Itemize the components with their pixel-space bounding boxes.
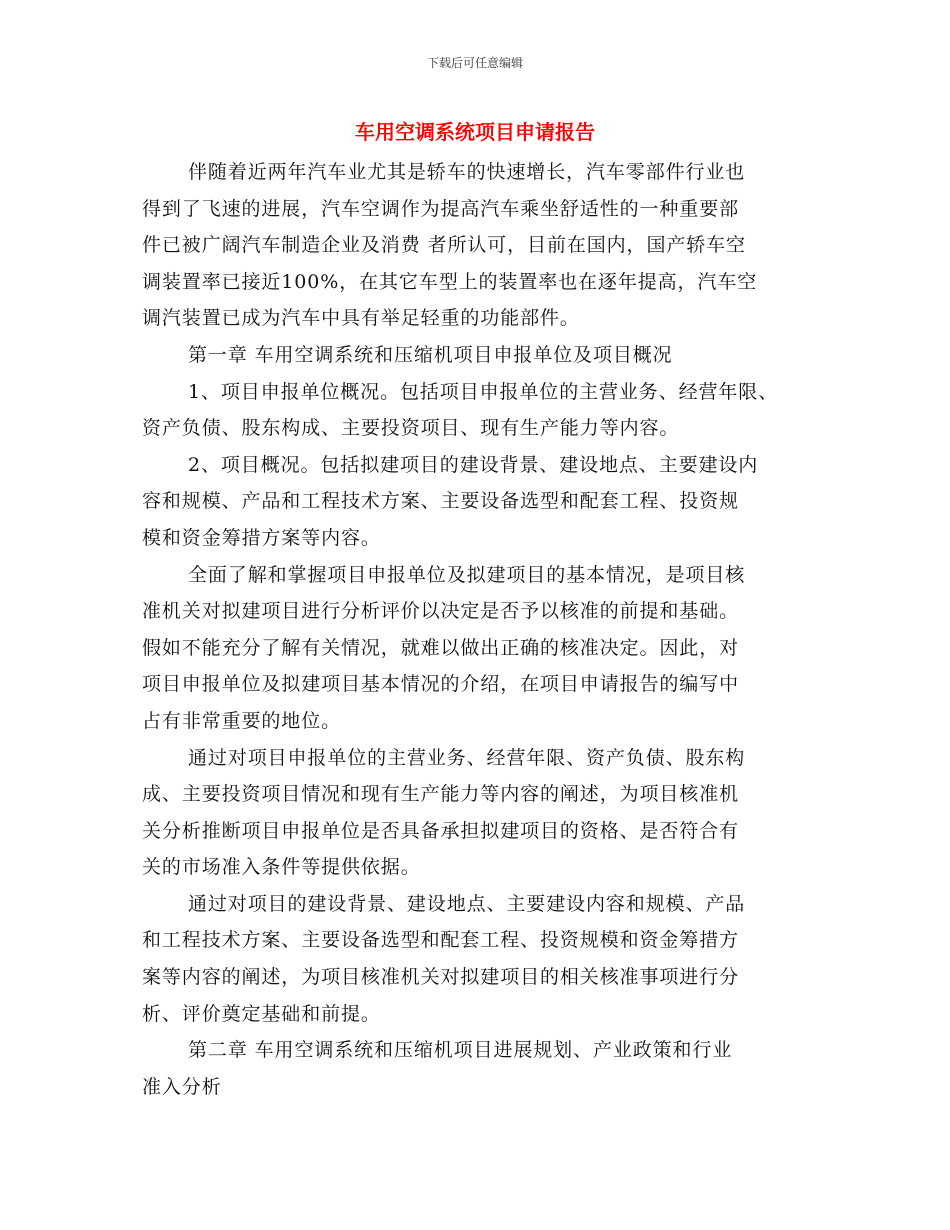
body-text-line: 通过对项目申报单位的主营业务、经营年限、资产负债、股东构: [188, 746, 746, 769]
body-text-line: 析、评价奠定基础和前提。: [142, 1002, 381, 1025]
body-text-line: 第一章 车用空调系统和压缩机项目申报单位及项目概况: [188, 343, 673, 366]
body-text-line: 假如不能充分了解有关情况，就难以做出正确的核准决定。因此，对: [142, 636, 740, 659]
body-text-line: 调汽装置已成为汽车中具有举足轻重的功能部件。: [142, 307, 580, 330]
body-text-line: 案等内容的阐述，为项目核准机关对拟建项目的相关核准事项进行分: [142, 966, 740, 989]
document-title: 车用空调系统项目申请报告: [355, 120, 595, 144]
body-text-line: 伴随着近两年汽车业尤其是轿车的快速增长，汽车零部件行业也: [188, 161, 746, 183]
body-text-line: 2、项目概况。包括拟建项目的建设背景、建设地点、主要建设内: [188, 453, 759, 476]
document-body: [142, 154, 832, 1105]
page-header: 下载后可任意编辑: [426, 56, 523, 70]
body-text-line: 准机关对拟建项目进行分析评价以决定是否予以核准的前提和基础。: [142, 600, 740, 623]
body-text-line: 项目申报单位及拟建项目基本情况的介绍，在项目申请报告的编写中: [142, 673, 740, 696]
body-text-line: 得到了飞速的进展，汽车空调作为提高汽车乘坐舒适性的一种重要部: [142, 197, 740, 220]
body-text-line: 调装置率已接近100%，在其它车型上的装置率也在逐年提高，汽车空: [142, 270, 758, 293]
body-text-line: 容和规模、产品和工程技术方案、主要设备选型和配套工程、投资规: [142, 490, 740, 513]
body-text-line: 通过对项目的建设背景、建设地点、主要建设内容和规模、产品: [188, 892, 746, 915]
body-text-line: 占有非常重要的地位。: [142, 709, 342, 732]
body-text-line: 资产负债、股东构成、主要投资项目、现有生产能力等内容。: [142, 417, 680, 440]
body-text-line: 1、项目申报单位概况。包括项目申报单位的主营业务、经营年限、: [188, 380, 779, 403]
body-text-line: 关的市场准入条件等提供依据。: [142, 856, 421, 879]
body-text-line: 成、主要投资项目情况和现有生产能力等内容的阐述，为项目核准机: [142, 783, 740, 806]
body-text-line: 和工程技术方案、主要设备选型和配套工程、投资规模和资金筹措方: [142, 929, 740, 952]
body-text-line: 关分析推断项目申报单位是否具备承担拟建项目的资格、是否符合有: [142, 819, 740, 842]
body-text-line: 准入分析: [142, 1075, 222, 1098]
body-text-line: 模和资金筹措方案等内容。: [142, 526, 381, 549]
body-text-line: 第二章 车用空调系统和压缩机项目进展规划、产业政策和行业: [188, 1039, 733, 1062]
body-text-line: 件已被广阔汽车制造企业及消费 者所认可，目前在国内，国产轿车空: [142, 234, 746, 257]
body-text-line: 全面了解和掌握项目申报单位及拟建项目的基本情况，是项目核: [188, 563, 746, 586]
